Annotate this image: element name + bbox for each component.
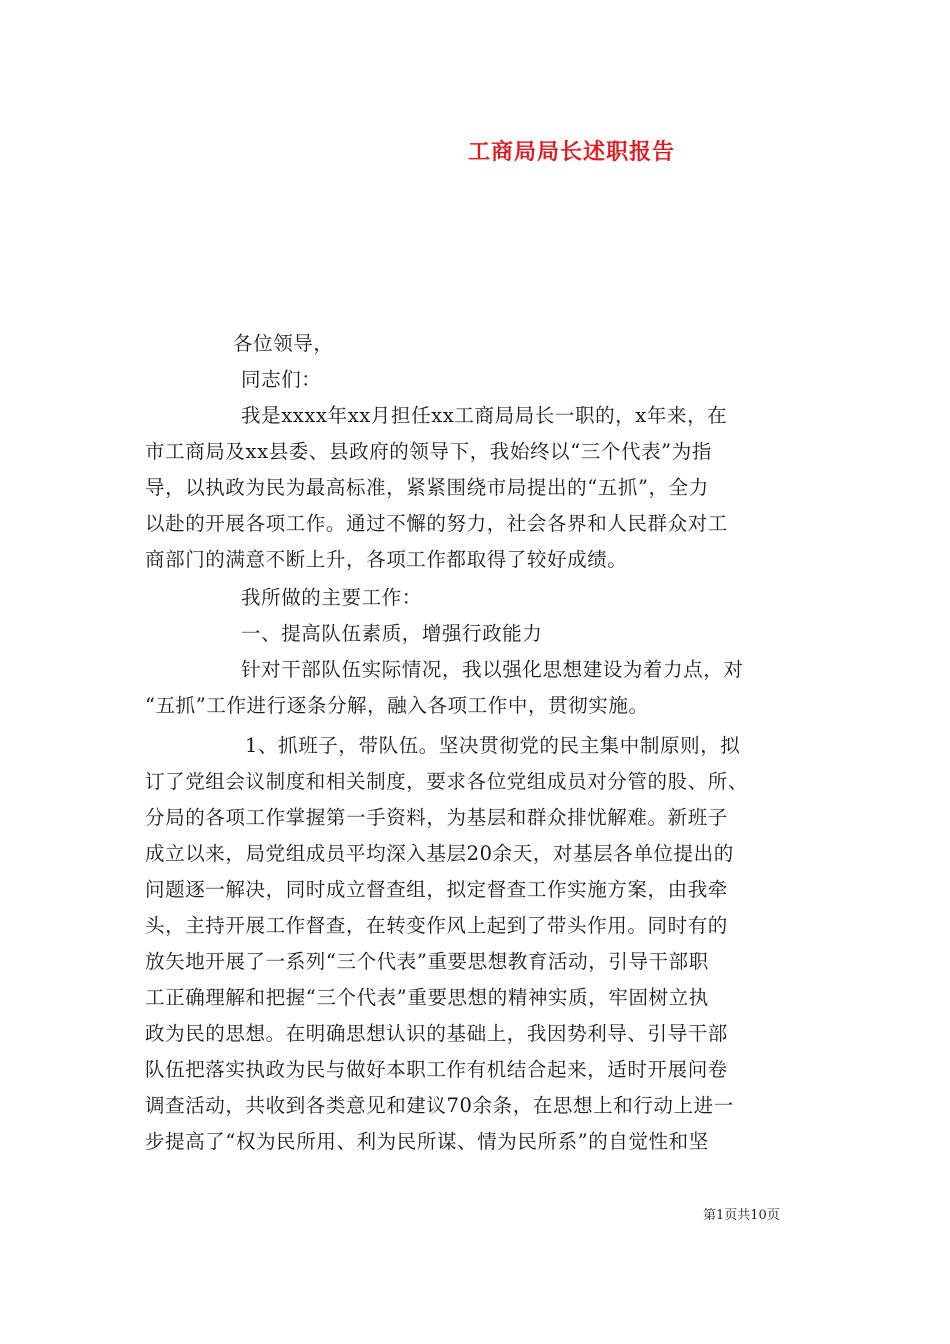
- body-line: 队伍把落实执政为民与做好本职工作有机结合起来，适时开展问卷: [145, 1058, 728, 1081]
- body-line: 放矢地开展了一系列“三个代表”重要思想教育活动，引导干部职: [145, 950, 709, 973]
- body-line: 商部门的满意不断上升，各项工作都取得了较好成绩。: [145, 548, 628, 571]
- salutation-line: 同志们：: [241, 368, 322, 391]
- body-line: 导，以执政为民为最高标准，紧紧围绕市局提出的“五抓”，全力: [145, 476, 709, 499]
- salutation-line: 各位领导，: [233, 332, 334, 355]
- body-line: 订了党组会议制度和相关制度，要求各位党组成员对分管的股、所、: [145, 770, 749, 793]
- body-line: 针对干部队伍实际情况，我以强化思想建设为着力点，对: [241, 658, 744, 681]
- page-number-footer: 第1页共10页: [703, 1208, 780, 1223]
- body-line: 调查活动，共收到各类意见和建议70余条，在思想上和行动上进一: [145, 1094, 734, 1117]
- body-line: 步提高了“权为民所用、利为民所谋、情为民所系”的自觉性和坚: [145, 1130, 709, 1153]
- body-line: 市工商局及xx县委、县政府的领导下，我始终以“三个代表”为指: [145, 440, 712, 463]
- body-line: 1、抓班子，带队伍。坚决贯彻党的民主集中制原则，拟: [245, 734, 741, 757]
- body-line: 成立以来，局党组成员平均深入基层20余天，对基层各单位提出的: [145, 842, 734, 865]
- body-line: 我是xxxx年xx月担任xx工商局局长一职的，x年来，在: [241, 404, 728, 427]
- body-line: 分局的各项工作掌握第一手资料，为基层和群众排忧解难。新班子: [145, 806, 728, 829]
- section-intro-line: 我所做的主要工作：: [241, 586, 422, 609]
- body-line: 问题逐一解决，同时成立督查组，拟定督查工作实施方案，由我牵: [145, 878, 728, 901]
- body-line: “五抓”工作进行逐条分解，融入各项工作中，贯彻实施。: [145, 694, 649, 717]
- body-line: 以赴的开展各项工作。通过不懈的努力，社会各界和人民群众对工: [145, 512, 728, 535]
- document-title: 工商局局长述职报告: [468, 139, 676, 165]
- body-line: 工正确理解和把握“三个代表”重要思想的精神实质，牢固树立执: [145, 986, 709, 1009]
- section-heading: 一、提高队伍素质，增强行政能力: [241, 622, 543, 645]
- body-line: 政为民的思想。在明确思想认识的基础上，我因势利导、引导干部: [145, 1022, 728, 1045]
- body-line: 头，主持开展工作督查，在转变作风上起到了带头作用。同时有的: [145, 914, 728, 937]
